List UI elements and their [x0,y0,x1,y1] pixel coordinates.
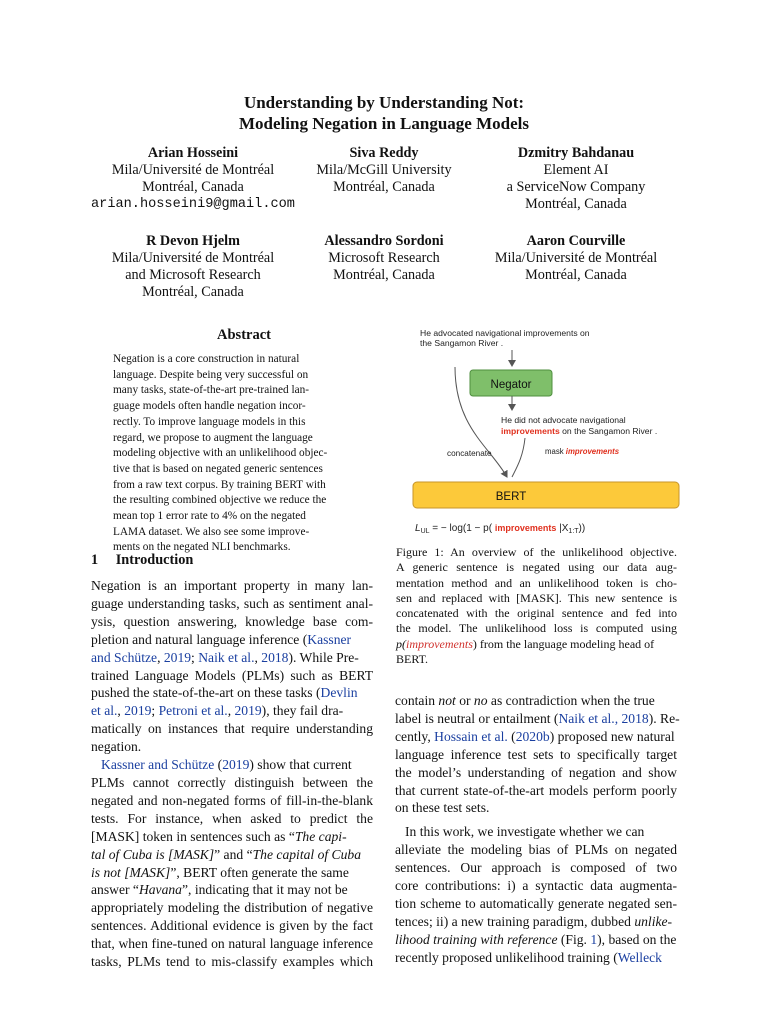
text-line: language inference test sets to specifically target [395,746,677,762]
text-fragment: pushed the state-of-the-art on these tasks ( [91,685,321,701]
quoted-example: Havana [138,882,182,898]
text-line [91,881,373,899]
text-line: trained Language Models (PLMs) such as BERT [91,667,373,683]
author-name: Alessandro Sordoni [324,233,444,249]
caption-line: Figure 1: An overview of the unlikelihood objective. [396,545,677,559]
text-line [91,864,373,882]
abstract-line: ments on the negated NLI benchmarks. [113,541,291,554]
negated-sentence-rest: on the Sangamon River . [559,426,658,436]
text-fragment: or [455,693,474,708]
figure-caption [396,545,677,667]
quoted-example: The capital of Cuba [252,846,361,862]
emphasis: not [438,693,456,708]
text-line [395,913,677,931]
author-location: Montréal, Canada [525,196,627,212]
text-fragment: ( [507,728,516,744]
formula-part: UL [420,528,430,535]
text-line: on these test sets. [395,800,490,816]
text-line: negated and non-negated forms of fill-in-the-blank [91,792,373,808]
caption-line: A generic sentence is negated using our data aug- [396,560,677,575]
citation-link[interactable]: et al. [91,703,118,719]
citation-link[interactable]: Hossain et al. [434,728,508,744]
abstract-line: tive that is based on negated generic sentences [113,462,323,475]
author-affiliation: Mila/McGill University [316,162,452,178]
citation-link[interactable]: Petroni et al. [158,703,228,719]
text-fragment: label is neutral or entailment ( [395,710,559,726]
citation-link[interactable]: 2019 [124,703,152,719]
author-email[interactable]: arian.hosseini9@gmail.com [91,197,295,212]
text-line: matically on instances that require understanding [91,721,373,737]
author-location: Montréal, Canada [333,179,435,195]
citation-link[interactable]: Naik et al. [198,649,255,665]
figure-1-diagram [395,322,685,544]
title-line-1: Understanding by Understanding Not: [243,93,525,112]
abstract-line: Negation is a core construction in natural [113,353,300,365]
text-fragment: ) proposed new natural [549,728,675,744]
bert-label: BERT [495,491,527,503]
author-location: Montréal, Canada [142,179,244,195]
caption-fragment: ) from the language modeling head of [472,636,655,651]
caption-line: sen and replaced with [MASK]. This new sentence is [396,590,677,605]
author-affiliation: a ServiceNow Company [506,179,646,195]
text-line: the model’s understanding of negation and show [395,764,677,780]
caption-line [396,637,677,652]
figure-reference-link[interactable]: 1 [590,931,598,947]
abstract-line: rectly. To improve language models in this [113,415,306,428]
text-line [91,846,373,864]
text-line: core contributions: i) a syntactic data augmenta- [395,878,677,894]
formula-part: )) [578,523,586,534]
abstract-line: modeling objective with an unlikelihood objec- [113,447,328,460]
text-line: Negation is an important property in many lan- [91,578,373,593]
author-affiliation: Mila/Université de Montréal [494,250,658,266]
text-fragment: ) show that current [249,757,352,773]
text-line [91,631,373,649]
intro-right-column [395,692,680,967]
abstract-line: mean top 1 error rate to 4% on the negated [113,510,306,523]
text-line [395,692,677,710]
emphasis: no [473,693,488,708]
citation-link[interactable]: 2019 [234,703,262,719]
author-name: Aaron Courville [526,233,626,249]
author-location: Montréal, Canada [525,267,627,283]
text-fragment: ), based on the [597,931,677,947]
concatenate-label: concatenate [447,449,492,458]
citation-link[interactable]: 2020b [515,728,550,744]
citation-link[interactable]: Welleck [617,949,662,965]
author-block [298,145,470,196]
negator-label: Negator [490,379,532,391]
text-fragment: answer “ [91,882,139,898]
abstract-body [113,352,352,556]
author-block [78,145,308,213]
text-line: In this work, we investigate whether we can [405,824,645,840]
text-fragment: tences; ii) a new training paradigm, dubbed [395,913,635,929]
caption-line: concatenated with the original sentence and fed into [396,606,677,621]
author-block [298,233,470,284]
author-block [78,233,308,301]
citation-link[interactable]: Devlin [320,685,358,701]
mask-token: improvements [565,447,620,456]
citation-link[interactable]: Kassner [307,631,352,647]
formula-token: improvements [494,523,557,533]
abstract-line: the resulting combined objective we reduce the [113,494,327,507]
text-line: guage understanding tasks, such as sentiment anal- [91,595,373,611]
text-fragment: contain [395,693,439,708]
text-fragment: recently proposed unlikelihood training ( [395,949,618,965]
author-name: Dzmitry Bahdanau [517,145,635,161]
abstract-line: LAMA dataset. We also see some improve- [113,525,310,538]
text-line: tasks, PLMs tend to mis-classify examples which [91,954,373,970]
citation-link[interactable]: and Schütze [91,649,158,665]
bert-box [413,482,679,508]
caption-line: BERT. [396,652,429,667]
text-fragment: ). While Pre- [288,649,359,665]
text-fragment: ), they fail dra- [261,703,344,719]
section-title: Introduction [115,552,194,568]
text-line: tion scheme to automatically generate negated sen- [395,895,677,911]
text-line [91,828,373,846]
abstract-line: from a raw text corpus. By training BERT with [113,478,326,491]
caption-fragment: p( [396,636,406,651]
text-fragment: ” and “ [214,846,253,862]
mask-arrow [512,438,525,477]
quoted-example: tal of Cuba is [MASK] [91,846,215,862]
author-name: Arian Hosseini [147,145,239,161]
text-line: and Schütze, 2019; Naik et al., 2018). While Pre- [91,649,359,665]
unlikelihood-loss-formula [415,523,585,535]
text-fragment: [MASK] token in sentences such as “ [91,828,295,844]
negated-token: improvements [501,426,560,436]
abstract-line: many tasks, state-of-the-art pre-trained lan- [113,384,310,397]
abstract-line: language. Despite being very successful on [113,368,309,381]
author-location: Montréal, Canada [333,267,435,283]
author-affiliation: Microsoft Research [328,250,440,266]
text-line [395,949,677,967]
text-line: sentences. Our approach is composed of two [395,860,677,876]
text-line: that current state-of-the-art models perform poorly [395,782,677,798]
formula-part: L [415,523,421,534]
citation-link[interactable]: 2018 [261,649,289,665]
intro-left-column [91,577,373,971]
text-line: that, when fine-tuned on natural language inference [91,936,373,952]
text-fragment: ”, indicating that it may not be [181,882,348,898]
text-line: Kassner and Schütze (2019) show that current [101,757,352,773]
abstract-heading: Abstract [217,327,271,343]
negated-sentence-line-1: He did not advocate navigational [501,415,626,425]
author-location: Montréal, Canada [142,284,244,300]
section-number: 1 [91,552,99,568]
abstract-line: regard, we propose to augment the language [113,431,313,444]
caption-token: improvements [406,636,473,651]
negated-sentence-line-2 [501,426,657,436]
text-line [91,684,373,702]
paper-title [0,92,768,134]
text-line: alleviate the modeling bias of PLMs on negated [395,842,677,858]
author-name: R Devon Hjelm [146,233,240,249]
text-line: tests. For instance, when asked to predict the [91,810,373,826]
mask-text: mask [545,447,566,456]
author-name: Siva Reddy [349,145,419,161]
text-line: appropriately modeling the distribution of negative [91,900,373,916]
abstract-line: guage models often handle negation incor- [113,400,306,413]
text-line [395,931,677,949]
citation-link[interactable]: Naik et al., 2018 [558,710,649,726]
text-fragment: cently, [395,728,435,744]
caption-line: the model. The unlikelihood loss is computed using [396,621,677,636]
input-sentence-line-1: He advocated navigational improvements on [420,328,590,338]
text-line: et al., 2019; Petroni et al., 2019), they fail dra- [91,703,344,719]
citation-link[interactable]: 2019 [222,757,250,773]
text-line [395,728,677,746]
text-line: PLMs cannot correctly distinguish between the [91,774,373,790]
quoted-example: The capi- [294,828,347,844]
emphasis: unlike- [634,913,673,929]
quoted-example: is not [MASK] [91,864,171,880]
text-line [395,710,680,728]
caption-line: mentation method and an unlikelihood token is cho- [396,575,677,590]
author-block [470,233,682,284]
text-line: ysis, question answering, knowledge base com- [91,613,373,629]
author-affiliation: and Microsoft Research [125,267,261,283]
formula-part: |X [556,523,569,534]
text-line: negation. [91,739,142,755]
citation-link[interactable]: Kassner and Schütze [101,757,215,773]
input-sentence-line-2: the Sangamon River . [420,338,504,348]
text-fragment: as contradiction when the true [487,693,655,708]
author-block [470,145,682,213]
text-fragment: ”, BERT often generate the same [170,864,349,880]
mask-label [545,447,620,456]
text-fragment: pletion and natural language inference ( [91,631,308,647]
section-heading [91,552,193,569]
title-line-2: Modeling Negation in Language Models [239,114,529,133]
text-line: sentences. Additional evidence is given by the fact [91,918,373,934]
author-affiliation: Mila/Université de Montréal [111,250,275,266]
citation-link[interactable]: 2019 [163,649,192,665]
formula-part: 1:T [568,528,579,535]
author-affiliation: Element AI [543,162,609,178]
text-fragment: ). Re- [648,710,680,726]
emphasis: lihood training with reference [395,931,558,947]
text-fragment: (Fig. [557,931,591,947]
author-affiliation: Mila/Université de Montréal [111,162,275,178]
formula-part: = − log(1 − p( [429,523,495,534]
